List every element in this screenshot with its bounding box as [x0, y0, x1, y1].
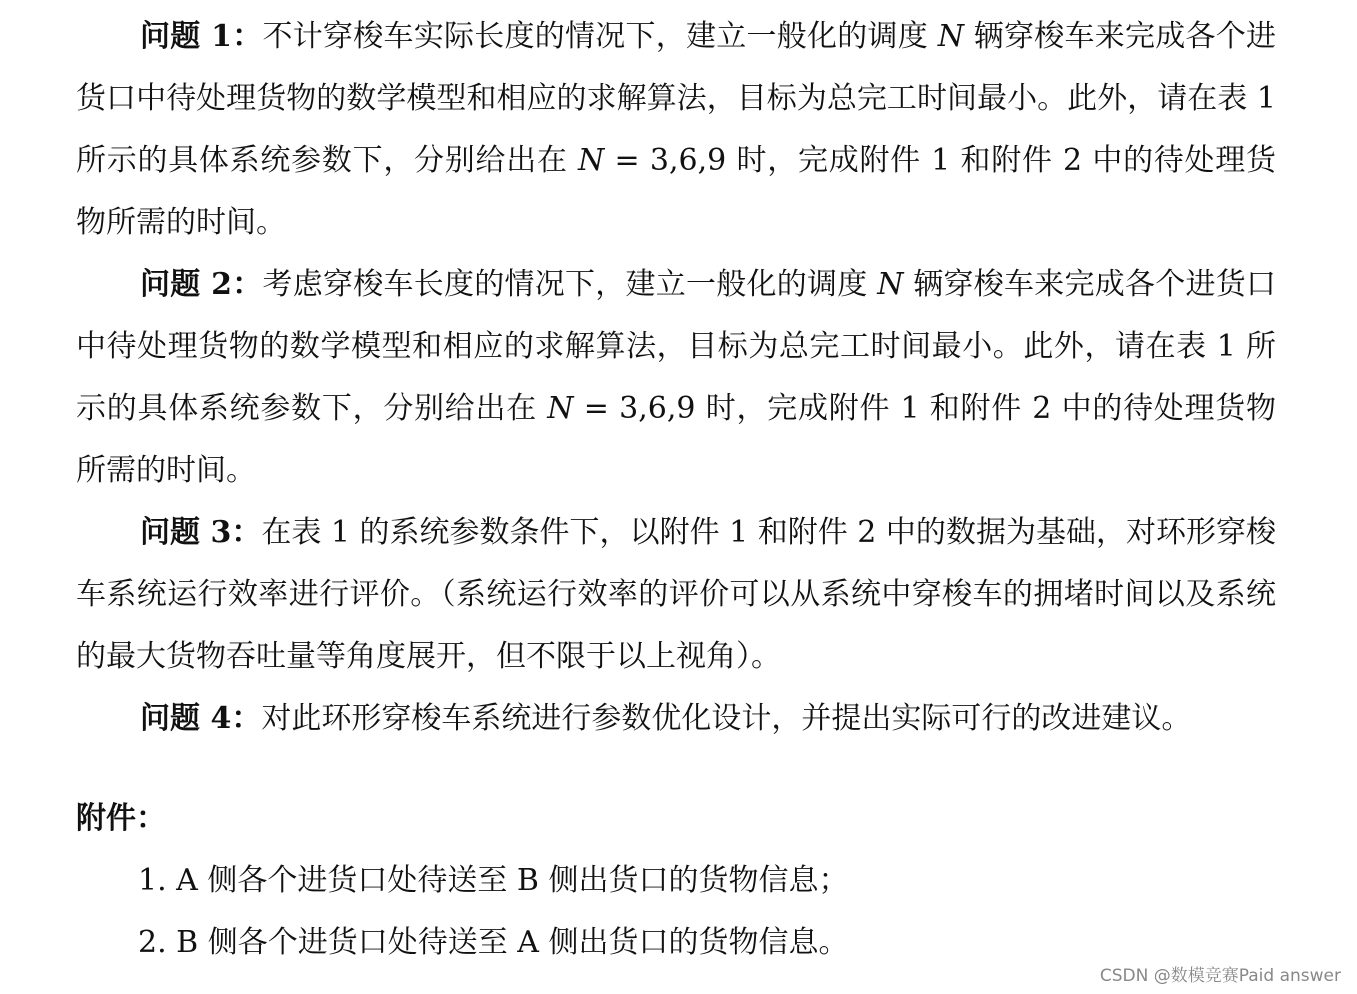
question-1-var-n: N [937, 19, 964, 54]
question-1 [76, 6, 1276, 254]
question-1-math-rest: = 3,6,9 [604, 143, 727, 178]
question-3-label: 问题 3： [140, 515, 262, 550]
question-1-math [578, 143, 726, 178]
question-2 [76, 254, 1276, 502]
question-1-math-var: N [577, 143, 605, 178]
question-2-var-n: N [877, 267, 904, 302]
attachments-list [76, 850, 1276, 974]
csdn-watermark: CSDN @数模竞赛Paid answer [1099, 966, 1341, 986]
attachments-heading: 附件： [76, 801, 166, 836]
question-2-label: 问题 2： [140, 267, 263, 302]
question-1-text-b: 辆穿梭车来完成各个进货口中待处理货物的数学模型和相应的求解算法，目标为总完工时间最小。此外，请在表 1 所示的具体系统参数下，分别给出在 [76, 19, 1276, 178]
question-3 [76, 502, 1276, 688]
question-4 [76, 688, 1276, 750]
document-body [76, 6, 1276, 974]
question-4-label: 问题 4： [140, 701, 262, 736]
question-2-math [547, 391, 695, 426]
question-2-math-rest: = 3,6,9 [573, 391, 696, 426]
attachment-item-2: 2. B 侧各个进货口处待送至 A 侧出货口的货物信息。 [138, 925, 849, 960]
question-2-text-a: 考虑穿梭车长度的情况下，建立一般化的调度 [262, 267, 878, 302]
question-1-label: 问题 1： [140, 19, 263, 54]
question-2-text-c: 时，完成附件 1 和附件 2 中的待处理货物所需的时间。 [76, 391, 1276, 488]
attachment-item-1: 1. A 侧各个进货口处待送至 B 侧出货口的货物信息； [138, 863, 849, 898]
question-4-text: 对此环形穿梭车系统进行参数优化设计，并提出实际可行的改进建议。 [261, 701, 1192, 736]
question-3-text: 在表 1 的系统参数条件下，以附件 1 和附件 2 中的数据为基础，对环形穿梭车系统运行效率进行评价。（系统运行效率的评价可以从系统中穿梭车的拥堵时间以及系统的最大货物吞吐量等角度展开，但不限于以上视角）。 [76, 515, 1276, 674]
question-2-math-var: N [547, 391, 574, 426]
question-1-text-a: 不计穿梭车实际长度的情况下，建立一般化的调度 [262, 19, 938, 54]
question-1-text-c: 时，完成附件 1 和附件 2 中的待处理货物所需的时间。 [76, 143, 1277, 240]
question-2-text-b: 辆穿梭车来完成各个进货口中待处理货物的数学模型和相应的求解算法，目标为总完工时间最小。此外，请在表 1 所示的具体系统参数下，分别给出在 [76, 267, 1276, 426]
